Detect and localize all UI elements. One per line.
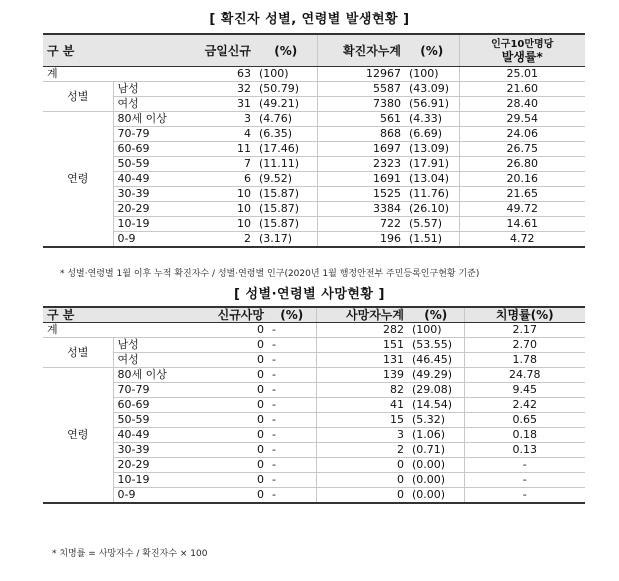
cum-value: 41 xyxy=(316,398,408,413)
cum-pct: (1.51) xyxy=(405,232,459,248)
new-pct: - xyxy=(268,383,316,398)
table-row xyxy=(43,413,585,428)
table2-header-row xyxy=(43,307,585,323)
table-row xyxy=(43,232,585,248)
cum-value: 196 xyxy=(317,232,405,248)
new-value: 10 xyxy=(193,202,255,217)
cum-value: 0 xyxy=(316,488,408,504)
row-label: 30-39 xyxy=(113,443,193,458)
rate-value: 26.75 xyxy=(459,142,585,157)
table1-footnote: * 성별·연령별 1월 이후 누적 확진자수 / 성별·연령별 인구(2020년 1월 행정안전부 주민등록인구현황 기준) xyxy=(60,269,480,279)
new-pct: (49.21) xyxy=(255,97,317,112)
header-new-cases: 금일신규 xyxy=(193,34,255,67)
new-value: 63 xyxy=(193,67,255,82)
row-label: 여성 xyxy=(113,353,193,368)
rate-value: 21.60 xyxy=(459,82,585,97)
header-cum-pct: (%) xyxy=(405,34,459,67)
cum-value: 0 xyxy=(316,458,408,473)
new-pct: (15.87) xyxy=(255,217,317,232)
new-value: 10 xyxy=(193,217,255,232)
cum-pct: (49.29) xyxy=(408,368,464,383)
new-value: 0 xyxy=(193,398,268,413)
new-pct: (11.11) xyxy=(255,157,317,172)
cum-pct: (11.76) xyxy=(405,187,459,202)
cum-pct: (17.91) xyxy=(405,157,459,172)
cum-pct: (43.09) xyxy=(405,82,459,97)
new-value: 31 xyxy=(193,97,255,112)
rate-value: 0.18 xyxy=(464,428,585,443)
row-label: 10-19 xyxy=(113,217,193,232)
cum-pct: (13.04) xyxy=(405,172,459,187)
cum-value: 1691 xyxy=(317,172,405,187)
new-value: 7 xyxy=(193,157,255,172)
new-value: 0 xyxy=(193,458,268,473)
table-row xyxy=(43,82,585,97)
rate-value: 2.42 xyxy=(464,398,585,413)
new-pct: (6.35) xyxy=(255,127,317,142)
cum-pct: (4.33) xyxy=(405,112,459,127)
new-pct: (17.46) xyxy=(255,142,317,157)
new-value: 0 xyxy=(193,413,268,428)
total-row xyxy=(43,67,585,82)
row-label: 계 xyxy=(43,67,193,82)
new-pct: - xyxy=(268,428,316,443)
table-row xyxy=(43,97,585,112)
cum-pct: (1.06) xyxy=(408,428,464,443)
cum-pct: (26.10) xyxy=(405,202,459,217)
table-row xyxy=(43,127,585,142)
cum-value: 282 xyxy=(316,323,408,338)
new-pct: - xyxy=(268,368,316,383)
new-value: 10 xyxy=(193,187,255,202)
header-fatality: 치명률(%) xyxy=(464,307,585,323)
cum-value: 0 xyxy=(316,473,408,488)
cum-pct: (29.08) xyxy=(408,383,464,398)
new-value: 0 xyxy=(193,368,268,383)
table-row xyxy=(43,217,585,232)
table2-footnote: * 치명률 = 사망자수 / 확진자수 × 100 xyxy=(52,549,208,559)
rate-value: - xyxy=(464,488,585,504)
row-label: 50-59 xyxy=(113,157,193,172)
table-row xyxy=(43,142,585,157)
header-category: 구 분 xyxy=(43,34,193,67)
cum-value: 722 xyxy=(317,217,405,232)
cum-value: 2323 xyxy=(317,157,405,172)
table-row xyxy=(43,398,585,413)
rate-value: 2.17 xyxy=(464,323,585,338)
deaths-table xyxy=(43,306,585,504)
cum-value: 15 xyxy=(316,413,408,428)
new-pct: (3.17) xyxy=(255,232,317,248)
table2-title: [ 성별·연령별 사망현황 ] xyxy=(234,287,385,302)
table1-title: [ 확진자 성별, 연령별 발생현황 ] xyxy=(209,12,410,27)
table-row xyxy=(43,157,585,172)
new-value: 4 xyxy=(193,127,255,142)
cum-pct: (46.45) xyxy=(408,353,464,368)
new-pct: - xyxy=(268,323,316,338)
header-cumulative: 확진자누계 xyxy=(317,34,405,67)
cum-value: 12967 xyxy=(317,67,405,82)
new-pct: - xyxy=(268,353,316,368)
row-label: 20-29 xyxy=(113,458,193,473)
cum-value: 868 xyxy=(317,127,405,142)
cum-pct: (14.54) xyxy=(408,398,464,413)
new-pct: (100) xyxy=(255,67,317,82)
rate-value: 24.06 xyxy=(459,127,585,142)
rate-value: - xyxy=(464,458,585,473)
new-value: 6 xyxy=(193,172,255,187)
cum-value: 3 xyxy=(316,428,408,443)
rate-value: 20.16 xyxy=(459,172,585,187)
header-rate-line2: 발생률* xyxy=(501,49,543,64)
row-label: 50-59 xyxy=(113,413,193,428)
table-row xyxy=(43,473,585,488)
rate-value: 1.78 xyxy=(464,353,585,368)
table-row xyxy=(43,458,585,473)
rate-value: 28.40 xyxy=(459,97,585,112)
header-new-deaths: 신규사망 xyxy=(193,307,268,323)
new-value: 0 xyxy=(193,323,268,338)
cum-pct: (5.57) xyxy=(405,217,459,232)
new-value: 0 xyxy=(193,473,268,488)
rate-value: 9.45 xyxy=(464,383,585,398)
confirmed-cases-table xyxy=(43,33,585,248)
new-pct: - xyxy=(268,473,316,488)
new-value: 32 xyxy=(193,82,255,97)
rate-value: 24.78 xyxy=(464,368,585,383)
table-row xyxy=(43,428,585,443)
table-row xyxy=(43,202,585,217)
row-label: 계 xyxy=(43,323,193,338)
cum-pct: (53.55) xyxy=(408,338,464,353)
rate-value: 4.72 xyxy=(459,232,585,248)
rate-value: 21.65 xyxy=(459,187,585,202)
rate-value: 29.54 xyxy=(459,112,585,127)
new-value: 0 xyxy=(193,443,268,458)
table-row xyxy=(43,443,585,458)
table-row xyxy=(43,488,585,504)
table-row xyxy=(43,368,585,383)
new-pct: (15.87) xyxy=(255,202,317,217)
row-label: 60-69 xyxy=(113,142,193,157)
row-label: 30-39 xyxy=(113,187,193,202)
cum-pct: (56.91) xyxy=(405,97,459,112)
cum-value: 561 xyxy=(317,112,405,127)
new-pct: - xyxy=(268,443,316,458)
cum-pct: (0.00) xyxy=(408,458,464,473)
row-label: 60-69 xyxy=(113,398,193,413)
new-value: 0 xyxy=(193,488,268,504)
rate-value: 0.65 xyxy=(464,413,585,428)
cum-pct: (0.00) xyxy=(408,488,464,504)
new-pct: - xyxy=(268,488,316,504)
header-rate xyxy=(459,34,585,67)
header-cum-pct: (%) xyxy=(408,307,464,323)
new-value: 0 xyxy=(193,383,268,398)
row-label: 10-19 xyxy=(113,473,193,488)
row-label: 남성 xyxy=(113,82,193,97)
table-row xyxy=(43,338,585,353)
cum-value: 1525 xyxy=(317,187,405,202)
rate-value: 14.61 xyxy=(459,217,585,232)
row-label: 20-29 xyxy=(113,202,193,217)
new-pct: (15.87) xyxy=(255,187,317,202)
new-value: 3 xyxy=(193,112,255,127)
new-value: 11 xyxy=(193,142,255,157)
row-label: 40-49 xyxy=(113,428,193,443)
row-label: 80세 이상 xyxy=(113,368,193,383)
rate-value: 0.13 xyxy=(464,443,585,458)
row-label: 0-9 xyxy=(113,232,193,248)
new-pct: - xyxy=(268,398,316,413)
table-row xyxy=(43,172,585,187)
row-label: 남성 xyxy=(113,338,193,353)
new-pct: (50.79) xyxy=(255,82,317,97)
row-label: 70-79 xyxy=(113,383,193,398)
cum-pct: (5.32) xyxy=(408,413,464,428)
rate-value: 26.80 xyxy=(459,157,585,172)
cum-pct: (0.00) xyxy=(408,473,464,488)
cum-pct: (100) xyxy=(408,323,464,338)
row-label: 여성 xyxy=(113,97,193,112)
table1-header-row xyxy=(43,34,585,67)
cum-value: 82 xyxy=(316,383,408,398)
new-pct: - xyxy=(268,413,316,428)
cum-value: 139 xyxy=(316,368,408,383)
header-cum-deaths: 사망자누계 xyxy=(316,307,408,323)
new-value: 0 xyxy=(193,353,268,368)
rate-value: 25.01 xyxy=(459,67,585,82)
new-pct: - xyxy=(268,458,316,473)
rate-value: 2.70 xyxy=(464,338,585,353)
group-label: 성별 xyxy=(43,338,113,368)
new-pct: (9.52) xyxy=(255,172,317,187)
group-label: 성별 xyxy=(43,82,113,112)
header-category: 구 분 xyxy=(43,307,193,323)
cum-pct: (0.71) xyxy=(408,443,464,458)
rate-value: - xyxy=(464,473,585,488)
row-label: 80세 이상 xyxy=(113,112,193,127)
header-new-pct: (%) xyxy=(255,34,317,67)
table-row xyxy=(43,112,585,127)
cum-pct: (6.69) xyxy=(405,127,459,142)
cum-value: 7380 xyxy=(317,97,405,112)
new-value: 2 xyxy=(193,232,255,248)
cum-value: 1697 xyxy=(317,142,405,157)
group-label: 연령 xyxy=(43,112,113,248)
group-label: 연령 xyxy=(43,368,113,504)
header-rate-line1: 인구10만명당 xyxy=(491,38,554,50)
new-pct: - xyxy=(268,338,316,353)
row-label: 70-79 xyxy=(113,127,193,142)
cum-value: 5587 xyxy=(317,82,405,97)
cum-value: 2 xyxy=(316,443,408,458)
table-row xyxy=(43,187,585,202)
cum-value: 131 xyxy=(316,353,408,368)
header-new-pct: (%) xyxy=(268,307,316,323)
table-row xyxy=(43,383,585,398)
new-value: 0 xyxy=(193,338,268,353)
table-row xyxy=(43,353,585,368)
cum-pct: (100) xyxy=(405,67,459,82)
new-value: 0 xyxy=(193,428,268,443)
cum-value: 3384 xyxy=(317,202,405,217)
new-pct: (4.76) xyxy=(255,112,317,127)
total-row xyxy=(43,323,585,338)
rate-value: 49.72 xyxy=(459,202,585,217)
cum-pct: (13.09) xyxy=(405,142,459,157)
cum-value: 151 xyxy=(316,338,408,353)
row-label: 0-9 xyxy=(113,488,193,504)
row-label: 40-49 xyxy=(113,172,193,187)
